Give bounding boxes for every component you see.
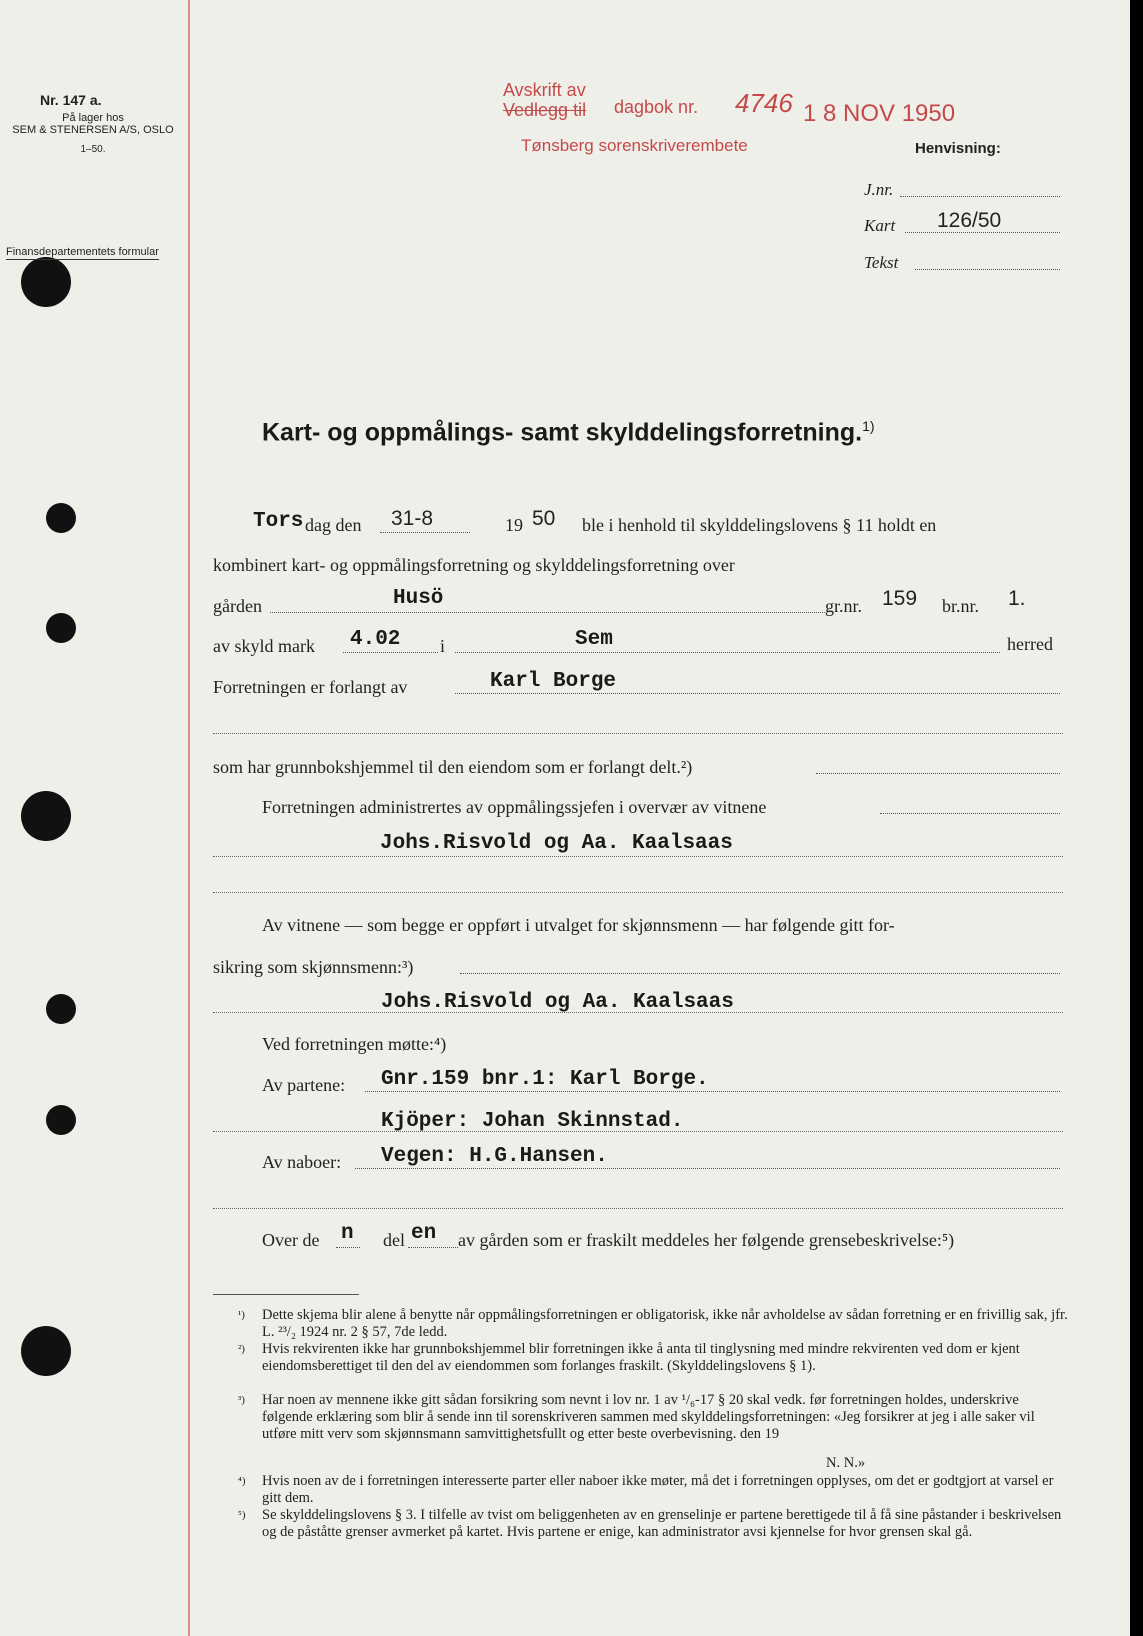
- year-value: 50: [532, 507, 556, 530]
- punch-hole: [21, 1326, 71, 1376]
- year-prefix: 19: [505, 515, 523, 535]
- admin-line: Forretningen administrertes av oppmålingssjefen i overvær av vitnene: [262, 797, 767, 817]
- grnr-label: gr.nr.: [825, 596, 863, 616]
- vitner-line2: sikring som skjønnsmenn:³): [213, 957, 414, 977]
- witnesses-line: [213, 856, 1063, 857]
- footnote-rule: [213, 1294, 359, 1295]
- grunnbok-dots: [816, 773, 1060, 774]
- partene-label: Av partene:: [262, 1075, 346, 1095]
- herred-label: herred: [1007, 634, 1053, 654]
- margin-line: [188, 0, 190, 1636]
- naboer-label: Av naboer:: [262, 1152, 342, 1172]
- blank-line: [213, 733, 1063, 734]
- stamp-line-3: dagbok nr.: [614, 97, 699, 117]
- blank-line: [213, 892, 1063, 893]
- stamp-line-1: Avskrift av: [503, 80, 586, 100]
- edition: 1–50.: [80, 144, 106, 155]
- document-title: [262, 418, 875, 447]
- form-header: [0, 92, 186, 155]
- skyld-label: av skyld mark: [213, 636, 315, 656]
- footnote-marker: ⁵): [238, 1509, 246, 1521]
- footnote-marker: ³): [238, 1394, 245, 1406]
- naboer-line: [355, 1168, 1060, 1169]
- grunnbok-line: som har grunnbokshjemmel til den eiendom som er forlangt delt.²): [213, 757, 693, 777]
- footnote-text: Se skylddelingslovens § 3. I tilfelle av tvist om beliggenheten av en grenselinje er partene berettigede til å få sine påstander i beskrivelsen og de påståtte grenser avmerket på kartet. Hvis partene er enige, kan administrator avsi kjennelse for hvor grensen skal gå.: [262, 1507, 1062, 1540]
- garden-value: Husö: [393, 587, 444, 610]
- over-en-dots: [408, 1247, 458, 1248]
- footnote-5: [238, 1507, 1068, 1541]
- blank-line: [213, 1208, 1063, 1209]
- footnote-2: [238, 1341, 1068, 1375]
- over-n-dots: [336, 1247, 360, 1248]
- stamp-number: 4746: [735, 88, 793, 118]
- forlangt-value: Karl Borge: [490, 670, 617, 693]
- footnote-3: [238, 1392, 1068, 1443]
- footnote-marker: ²): [238, 1343, 245, 1355]
- admin-dots: [880, 813, 1060, 814]
- footnote-marker: ⁴): [238, 1475, 246, 1487]
- punch-hole: [46, 613, 76, 643]
- line2: kombinert kart- og oppmålingsforretning og skylddelingsforretning over: [213, 555, 735, 575]
- stamp-date: 1 8 NOV 1950: [803, 100, 956, 127]
- tekst-label: Tekst: [864, 253, 899, 272]
- nn-signature: N. N.»: [826, 1455, 866, 1471]
- ministry-label: Finansdepartementets formular: [6, 246, 159, 258]
- title-text: Kart- og oppmålings- samt skylddelingsforretning.: [262, 418, 863, 447]
- partene-line-2: [213, 1131, 1063, 1132]
- stock-line: På lager hos: [62, 112, 124, 124]
- partene-value-1: Gnr.159 bnr.1: Karl Borge.: [381, 1068, 709, 1091]
- title-note: 1): [862, 418, 875, 434]
- garden-label: gården: [213, 596, 262, 616]
- forlangt-line: [455, 693, 1060, 694]
- grnr-value: 159: [882, 587, 918, 610]
- over-n: n: [341, 1222, 354, 1245]
- kart-label: Kart: [864, 216, 896, 235]
- footnote-4: [238, 1473, 1068, 1507]
- footnote-text: Hvis noen av de i forretningen interesserte parter eller naboer ikke møter, må det i forretningen opplyses, om det er godtgjort at varsel er gitt dem.: [262, 1473, 1054, 1506]
- witnesses: Johs.Risvold og Aa. Kaalsaas: [380, 832, 733, 855]
- i-label: i: [440, 636, 446, 656]
- day-prefix: Tors: [253, 510, 304, 533]
- footnote-text: Har noen av mennene ikke gitt sådan forsikring som nevnt i lov nr. 1 av ¹/₆-17 § 20 skal vedk. før forretningen holdes, underskrive følgende erklæring som blir å sende inn til sorenskriveren sammen med skylddelingsforretningen: «Jeg forsikrer at jeg i alle saker vil utføre mitt verv som skjønnsmann samvittighetsfullt og etter beste overbevisning. den 19: [262, 1392, 1035, 1442]
- day-suffix: dag den: [305, 515, 362, 535]
- footnote-text: Hvis rekvirenten ikke har grunnbokshjemmel blir forretningen ikke å anta til tinglysning med mindre rekvirenten ved dom er kjent eiendomsberettiget til den del av eiendommen som forlanges fraskilt. (Skylddelingslovens § 1).: [262, 1341, 1020, 1374]
- brnr-value: 1.: [1008, 587, 1026, 610]
- forlangt-label: Forretningen er forlangt av: [213, 677, 408, 697]
- over-prefix: Over de: [262, 1230, 320, 1250]
- tekst-line: [915, 269, 1060, 270]
- over-rest: av gården som er fraskilt meddeles her følgende grensebeskrivelse:⁵): [458, 1230, 955, 1250]
- vitner-line1: Av vitnene — som begge er oppført i utvalget for skjønnsmenn — har følgende gitt for-: [262, 915, 895, 935]
- footnote-1: [238, 1307, 1068, 1341]
- footnote-text: Dette skjema blir alene å benytte når oppmålingsforretningen er obligatorisk, ikke når avholdelse av sådan forretning er en frivillig sak, jfr. L. ²³/₂ 1924 nr. 2 § 57, 7de ledd.: [262, 1307, 1068, 1340]
- footnote-marker: ¹): [238, 1309, 245, 1321]
- garden-line: [270, 612, 825, 613]
- over-del: del: [383, 1230, 405, 1250]
- date-value: 31-8: [391, 507, 434, 530]
- form-number: Nr. 147 a.: [40, 92, 102, 108]
- reference-heading: Henvisning:: [915, 140, 1001, 157]
- partene-line: [365, 1091, 1060, 1092]
- stamp-office: Tønsberg sorenskriverembete: [521, 136, 748, 155]
- vitner-dots: [460, 973, 1060, 974]
- date-line: [380, 532, 470, 533]
- skjonnsmenn-line: [213, 1012, 1063, 1013]
- punch-hole: [46, 503, 76, 533]
- over-en: en: [411, 1222, 437, 1245]
- punch-hole: [46, 1105, 76, 1135]
- skyld-value: 4.02: [350, 628, 401, 651]
- partene-value-2: Kjöper: Johan Skinnstad.: [381, 1110, 684, 1133]
- herred-value: Sem: [575, 628, 613, 651]
- motte-label: Ved forretningen møtte:⁴): [262, 1034, 447, 1054]
- herred-line: [455, 652, 1000, 653]
- punch-hole: [21, 791, 71, 841]
- stamp-line-2: Vedlegg til: [503, 100, 587, 120]
- jnr-line: [900, 196, 1060, 197]
- brnr-label: br.nr.: [942, 596, 980, 616]
- skyld-line: [343, 652, 438, 653]
- kart-value: 126/50: [937, 209, 1002, 232]
- punch-hole: [46, 994, 76, 1024]
- jnr-label: J.nr.: [864, 180, 894, 199]
- punch-hole: [21, 257, 71, 307]
- publisher: SEM & STENERSEN A/S, OSLO: [12, 124, 174, 136]
- naboer-value: Vegen: H.G.Hansen.: [381, 1145, 608, 1168]
- skjonnsmenn: Johs.Risvold og Aa. Kaalsaas: [381, 991, 734, 1014]
- line1-rest: ble i henhold til skylddelingslovens § 11 holdt en: [582, 515, 937, 535]
